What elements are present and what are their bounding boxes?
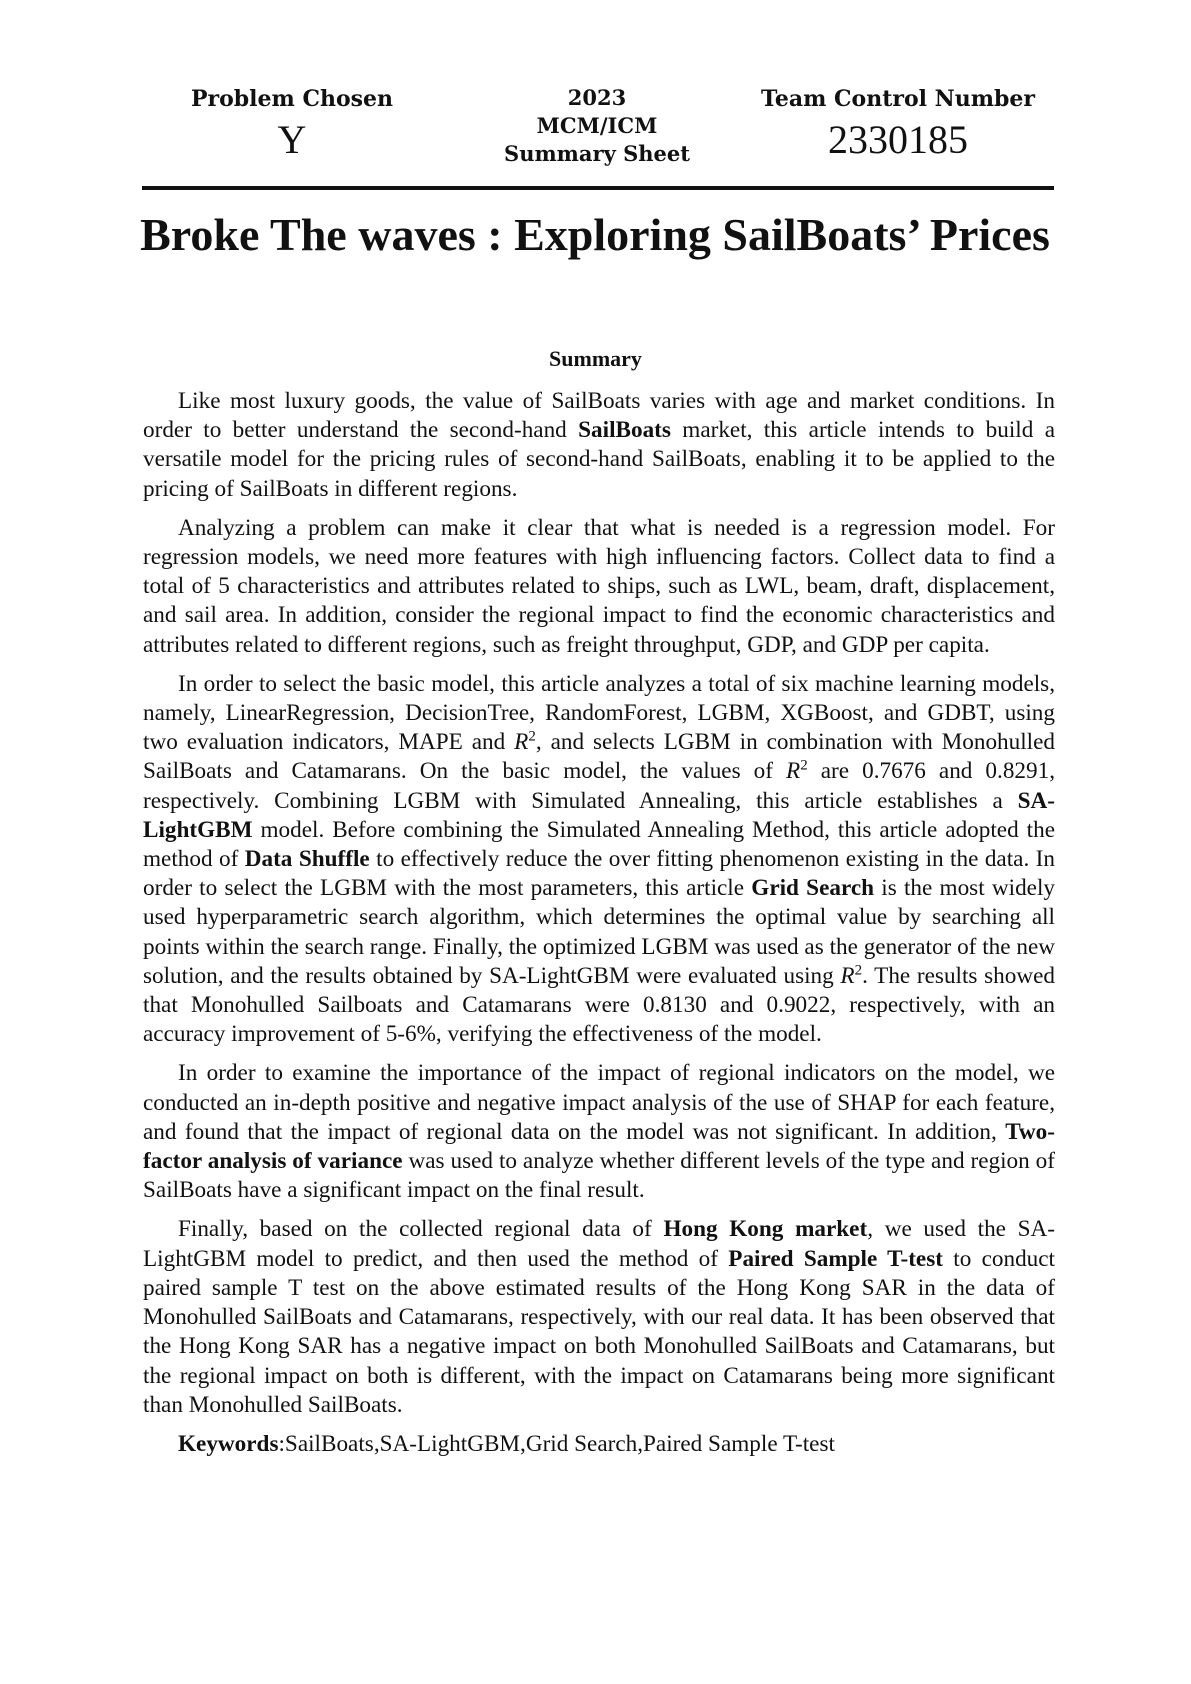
r-squared-symbol: R: [514, 729, 529, 756]
text-run: is the most widely used hyperparametric search algorithm, which determines the optimal value by searching all points within the search range. Finally, the optimized LGBM was used as the generator of the new solution, and the results obtained by SA-LightGBM were evaluated using: [143, 875, 1055, 989]
team-control-label: Team Control Number: [760, 86, 1035, 112]
text-run: market, this article intends to build a versatile model for the pricing rules of second-hand SailBoats, enabling it to be applied to the pricing of SailBoats in different regions.: [143, 417, 1055, 502]
text-run: , we used the SA-LightGBM model to predict, and then used the method of: [143, 1216, 1056, 1272]
bold-term: Grid Search: [751, 875, 875, 902]
summary-paragraph-5: [143, 1215, 1055, 1419]
problem-chosen-label: Problem Chosen: [190, 86, 394, 112]
keywords-value: :SailBoats,SA-LightGBM,Grid Search,Paired Sample T-test: [278, 1430, 835, 1457]
bold-term: Hong Kong market: [663, 1216, 868, 1243]
text-run: , and selects LGBM in combination with Monohulled SailBoats and Catamarans. On the basic model, the values of: [143, 729, 1055, 785]
summary-paragraph-3: [143, 670, 1055, 1050]
summary-paragraph-4: [143, 1059, 1055, 1205]
bold-term: Data Shuffle: [244, 846, 370, 873]
text-run: . The results showed that Monohulled Sailboats and Catamarans were 0.8130 and 0.9022, respectively, with an accuracy improvement of 5-6%, verifying the effectiveness of the model.: [143, 962, 1055, 1048]
text-run: model. Before combining the Simulated Annealing Method, this article adopted the method of: [143, 816, 1055, 873]
text-run: Finally, based on the collected regional data of: [178, 1216, 664, 1243]
summary-sheet-header: [142, 84, 1054, 190]
keywords-label: Keywords: [178, 1430, 279, 1457]
sheet-name: Summary Sheet: [504, 141, 690, 166]
text-run: In order to select the basic model, this article analyzes a total of six machine learning models, namely, LinearRegression, DecisionTree, RandomForest, LGBM, XGBoost, and GDBT, using two evaluation indicators, MAPE and: [143, 670, 1055, 756]
problem-chosen-value: Y: [277, 117, 307, 162]
text-run: to effectively reduce the over fitting phenomenon existing in the data. In order to select the LGBM with the most parameters, this article: [143, 846, 1055, 902]
team-control-number: 2330185: [828, 117, 968, 162]
superscript: 2: [800, 757, 808, 774]
bold-term: Paired Sample T-test: [728, 1245, 943, 1272]
paper-title: Broke The waves : Exploring SailBoats’ Prices: [140, 209, 1050, 260]
summary-paragraph-2: Analyzing a problem can make it clear that what is needed is a regression model. For regression models, we need more features with high influencing factors. Collect data to find a total of 5 characteristics and attributes related to ships, such as LWL, beam, draft, displacement, and sail area. In addition, consider the regional impact to find the economic characteristics and attributes related to different regions, such as freight throughput, GDP, and GDP per capita.: [143, 514, 1055, 658]
text-run: to conduct paired sample T test on the above estimated results of the Hong Kong SAR in the data of Monohulled SailBoats and Catamarans, respectively, with our real data. It has been observed that the Hong Kong SAR has a negative impact on both Monohulled SailBoats and Catamarans, but the regional impact on both is different, with the impact on Catamarans being more significant than Monohulled SailBoats.: [143, 1245, 1055, 1418]
summary-paragraph-1: [143, 387, 1055, 504]
bold-term: SA-LightGBM: [143, 787, 1055, 843]
text-run: was used to analyze whether different levels of the type and region of SailBoats have a significant impact on the final result.: [143, 1148, 1055, 1204]
text-run: Like most luxury goods, the value of SailBoats varies with age and market conditions. In order to better understand the second-hand: [143, 388, 1055, 444]
superscript: 2: [528, 728, 536, 745]
text-run: In order to examine the importance of the impact of regional indicators on the model, we conducted an in-depth positive and negative impact analysis of the use of SHAP for each feature, and found that the impact of regional data on the model was not significant. In addition,: [143, 1060, 1055, 1145]
keywords-line: [143, 1430, 1055, 1459]
bold-term: SailBoats: [578, 417, 671, 444]
problem-chosen-block: [142, 84, 442, 166]
bold-term: Two-factor analysis of variance: [143, 1118, 1055, 1175]
r-squared-symbol: R: [786, 758, 801, 785]
contest-name: MCM/ICM: [536, 113, 658, 138]
summary-body: [143, 387, 1055, 1469]
contest-block: [452, 84, 742, 168]
contest-year: 2023: [567, 85, 627, 110]
superscript: 2: [854, 962, 863, 979]
text-run: are 0.7676 and 0.8291, respectively. Combining LGBM with Simulated Annealing, this article establishes a: [143, 758, 1055, 814]
summary-heading: Summary: [549, 346, 642, 371]
team-control-block: [742, 84, 1054, 166]
r-squared-symbol: R: [840, 962, 855, 989]
